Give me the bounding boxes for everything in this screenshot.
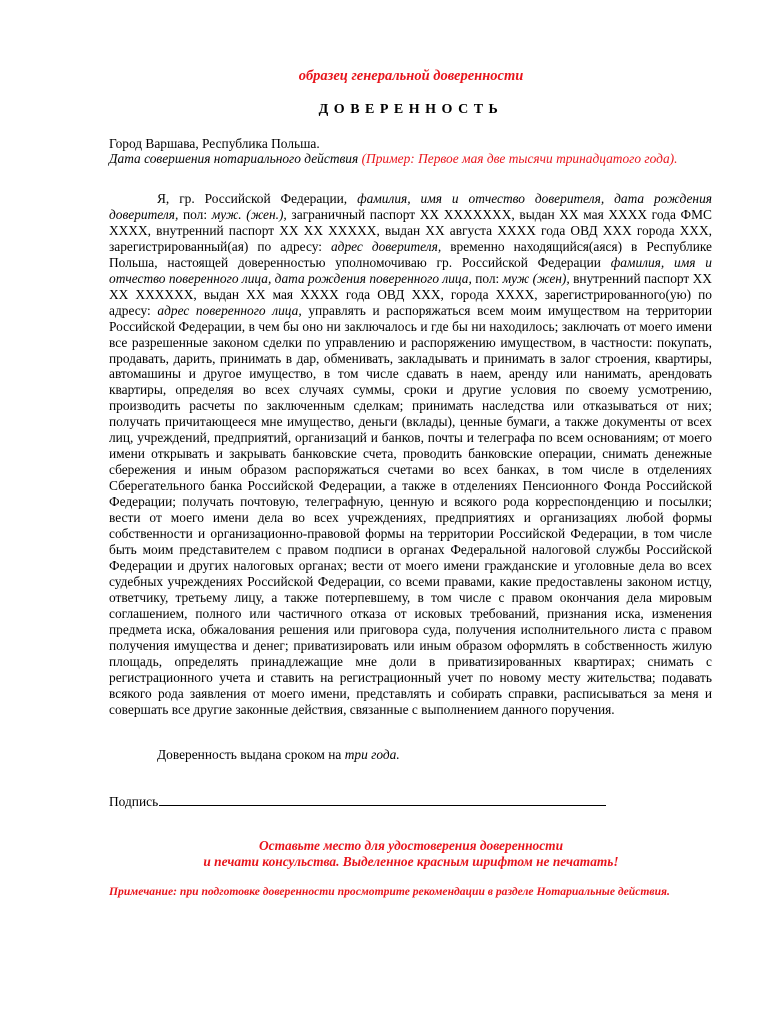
term-value: три года. bbox=[344, 747, 400, 762]
body-text: временно находящийся(аяся) в Республике Польша, настоящей доверенностью уполномочиваю гр. Российской Федерации bbox=[109, 238, 712, 270]
term-line bbox=[157, 747, 717, 763]
main-text bbox=[109, 191, 712, 717]
sample-title: образец генеральной доверенности bbox=[298, 68, 524, 84]
signature-line bbox=[109, 794, 606, 810]
body-text: заграничный паспорт XX XXXXXXX, выдан XX мая XXXX года ФМС XXXX, внутренний паспорт XX XX XXXXX, выдан XX августа XXXX года ОВД XXX города XXX, зарегистрированный(ая) по адресу: bbox=[109, 206, 712, 254]
date-example: (Пример: Первое мая две тысячи тринадцатого года). bbox=[361, 151, 678, 166]
header-block bbox=[109, 136, 719, 166]
date-line bbox=[109, 151, 719, 166]
signature-field[interactable] bbox=[159, 794, 606, 806]
date-label: Дата совершения нотариального действия bbox=[109, 151, 359, 166]
placeholder-agent-address: адрес поверенного лица, bbox=[157, 302, 302, 318]
document-title: ДОВЕРЕННОСТЬ bbox=[318, 102, 504, 117]
placeholder-principal-address: адрес доверителя, bbox=[330, 238, 442, 254]
body-text: Я, гр. Российской Федерации, bbox=[157, 191, 348, 206]
placeholder-agent-name: фамилия, имя и отчество поверенного лица, дата рождения поверенного лица, bbox=[109, 254, 712, 286]
body-text: пол: bbox=[475, 270, 500, 286]
term-label: Доверенность выдана сроком на bbox=[157, 747, 342, 762]
city-line: Город Варшава, Республика Польша. bbox=[109, 136, 320, 151]
signature-label: Подпись bbox=[109, 794, 159, 809]
placeholder-agent-sex: муж (жен), bbox=[502, 270, 570, 286]
placeholder-principal-name: фамилия, имя и отчество доверителя, дата рождения доверителя, bbox=[109, 191, 712, 222]
body-text: управлять и распоряжаться всем моим имуществом на территории Российской Федерации, в чем бы оно ни заключалось и где бы ни находилось; заключать от моего имени все разрешенные законом сделки по управлению и распоряжению имуществом, в частности: покупать, продавать, дарить, принимать в дар, обменивать, закладывать и принимать в залог строения, квартиры, автомашины и другое имущество, в том числе сдавать в наем, аренду или нанимать, арендовать квартиры, определяя во всех случаях суммы, сроки и другие условия по своему усмотрению, производить расчеты по заключенным сделкам; принимать наследства или отказываться от них; получать причитающееся мне имущество, деньги (вклады), ценные бумаги, а также документы от всех лиц, учреждений, предприятий, организаций и банков, почты и телеграфа по всем основаниям; от моего имени открывать и закрывать банковские счета, проводить банковские операции, снимать денежные сбережения и иным образом распоряжаться счетами во всех банках, в том числе в отделениях Сберегательного банка Российской Федерации, а также в отделениях Пенсионного Фонда Российской Федерации; получать почтовую, телеграфную, ценную и всякого рода корреспонденцию и посылки; вести от моего имени дела во всех учреждениях, предприятиях и организациях любой формы собственности и организационно-правовой формы на территории Российской Федерации, в том числе быть моим представителем с правом подписи в органах Федеральной налоговой службы Российской Федерации и других налоговых органах; вести от моего имени гражданские и уголовные дела во всех судебных учреждениях Российской Федерации, со всеми правами, какие предоставлены законом истцу, ответчику, третьему лицу, а также потерпевшему, в том числе с правом окончания дела мировым соглашением, полного или частичного отказа от исковых требований, признания иска, изменения предмета иска, обжалования решения или приговора суда, получения исполнительного листа с правом получения имущества и денег; приватизировать или иным образом оформлять в собственность жилую площадь, определять принадлежащие мне доли в приватизированных квартирах; снимать с регистрационного учета и ставить на регистрационный учет по новому месту жительства; подавать всякого рода заявления от моего имени, представлять и собирать справки, расписываться за меня и совершать все другие законные действия, связанные с выполнением данного поручения. bbox=[109, 302, 712, 717]
note-text: Примечание: при подготовке доверенности просмотрите рекомендации в разделе Нотариальные действия. bbox=[109, 885, 670, 898]
body-text: внутренний паспорт XX XX XXXXXX, выдан XX мая XXXX года ОВД XXX, города XXXX, зарегистрированного(ую) по адресу: bbox=[109, 270, 712, 318]
notice-line-2: и печати консульства. Выделенное красным шрифтом не печатать! bbox=[203, 854, 619, 869]
notice-line-1: Оставьте место для удостоверения доверенности bbox=[258, 838, 564, 853]
notary-notice bbox=[0, 838, 768, 870]
body-text: пол: bbox=[182, 206, 208, 222]
placeholder-principal-sex: муж. (жен.), bbox=[211, 206, 287, 222]
